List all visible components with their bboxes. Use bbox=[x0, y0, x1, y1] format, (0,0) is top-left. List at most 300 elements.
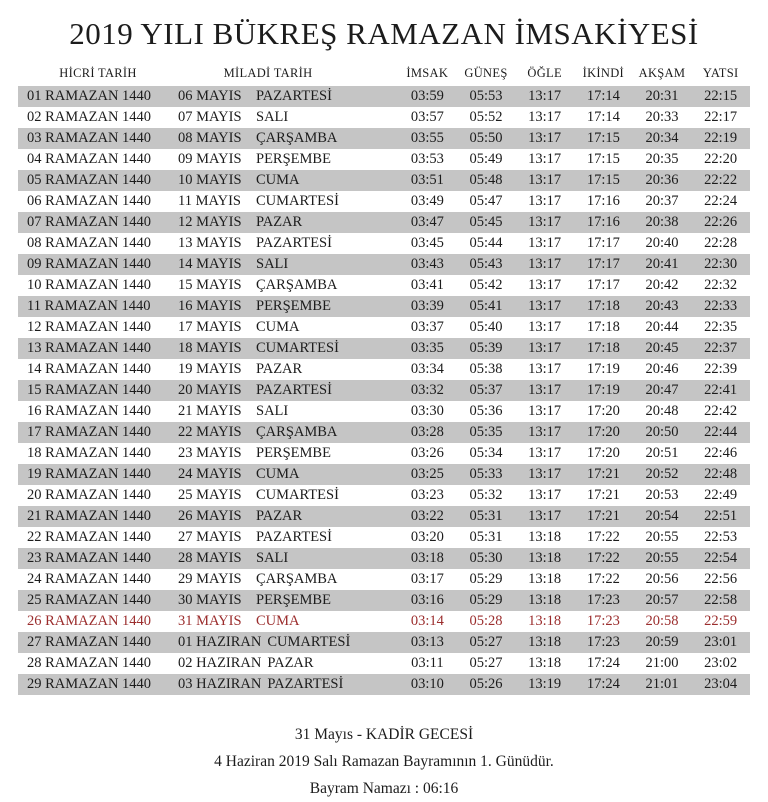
hicri-date-cell: 08 RAMAZAN 1440 bbox=[27, 235, 152, 251]
table-row bbox=[18, 674, 750, 695]
weekday-name: PAZAR bbox=[256, 361, 303, 377]
prayer-time-cell: 17:15 bbox=[586, 130, 620, 146]
prayer-time-cell: 13:17 bbox=[528, 466, 562, 482]
miladi-date-cell bbox=[178, 674, 398, 695]
prayer-time-cell: 17:18 bbox=[586, 340, 620, 356]
prayer-time-cell: 03:30 bbox=[410, 403, 444, 419]
hicri-date-cell: 03 RAMAZAN 1440 bbox=[27, 130, 152, 146]
table-row bbox=[18, 485, 750, 506]
hicri-date-cell: 27 RAMAZAN 1440 bbox=[27, 634, 152, 650]
weekday-name: PERŞEMBE bbox=[256, 592, 331, 608]
prayer-time-cell: 05:33 bbox=[469, 466, 503, 482]
weekday-name: CUMA bbox=[256, 172, 300, 188]
prayer-time-cell: 13:18 bbox=[528, 571, 562, 587]
table-row bbox=[18, 632, 750, 653]
prayer-time-cell: 20:55 bbox=[645, 550, 679, 566]
prayer-time-cell: 13:17 bbox=[528, 508, 562, 524]
prayer-time-cell: 03:17 bbox=[410, 571, 444, 587]
hicri-date-cell: 02 RAMAZAN 1440 bbox=[27, 109, 152, 125]
prayer-time-cell: 20:33 bbox=[645, 109, 679, 125]
table-row bbox=[18, 569, 750, 590]
column-header-gunes: GÜNEŞ bbox=[464, 66, 508, 80]
weekday-name: ÇARŞAMBA bbox=[256, 571, 338, 587]
miladi-date-cell bbox=[178, 254, 398, 275]
prayer-time-cell: 13:18 bbox=[528, 613, 562, 629]
table-row bbox=[18, 296, 750, 317]
prayer-time-cell: 21:01 bbox=[645, 676, 679, 692]
weekday-name: SALI bbox=[256, 550, 289, 566]
prayer-time-cell: 05:36 bbox=[469, 403, 503, 419]
prayer-time-cell: 20:53 bbox=[645, 487, 679, 503]
prayer-time-cell: 22:56 bbox=[704, 571, 738, 587]
table-row bbox=[18, 128, 750, 149]
hicri-date-cell: 07 RAMAZAN 1440 bbox=[27, 214, 152, 230]
table-row bbox=[18, 380, 750, 401]
prayer-time-cell: 20:52 bbox=[645, 466, 679, 482]
miladi-date-cell bbox=[178, 233, 398, 254]
prayer-time-cell: 22:15 bbox=[704, 88, 738, 104]
table-row bbox=[18, 464, 750, 485]
prayer-time-cell: 17:21 bbox=[586, 508, 620, 524]
prayer-time-cell: 05:49 bbox=[469, 151, 503, 167]
weekday-name: PAZARTESİ bbox=[256, 529, 332, 545]
miladi-date-cell bbox=[178, 359, 398, 380]
prayer-time-cell: 03:23 bbox=[410, 487, 444, 503]
prayer-time-cell: 20:48 bbox=[645, 403, 679, 419]
prayer-time-cell: 22:51 bbox=[704, 508, 738, 524]
table-row bbox=[18, 506, 750, 527]
prayer-time-cell: 05:37 bbox=[469, 382, 503, 398]
prayer-time-cell: 03:41 bbox=[410, 277, 444, 293]
prayer-time-cell: 05:28 bbox=[469, 613, 503, 629]
prayer-time-cell: 05:48 bbox=[469, 172, 503, 188]
prayer-time-cell: 03:22 bbox=[410, 508, 444, 524]
prayer-time-cell: 13:18 bbox=[528, 634, 562, 650]
column-header-yatsi: YATSI bbox=[702, 66, 739, 80]
prayer-time-cell: 17:18 bbox=[586, 298, 620, 314]
miladi-date-cell bbox=[178, 149, 398, 170]
prayer-time-cell: 17:23 bbox=[586, 613, 620, 629]
prayer-time-cell: 13:17 bbox=[528, 109, 562, 125]
prayer-time-cell: 03:20 bbox=[410, 529, 444, 545]
prayer-time-cell: 13:17 bbox=[528, 235, 562, 251]
prayer-time-cell: 22:17 bbox=[704, 109, 738, 125]
prayer-time-cell: 03:35 bbox=[410, 340, 444, 356]
weekday-name: PAZAR bbox=[267, 655, 314, 671]
prayer-time-cell: 05:31 bbox=[469, 508, 503, 524]
column-header-imsak: İMSAK bbox=[406, 66, 449, 80]
table-row bbox=[18, 401, 750, 422]
prayer-time-cell: 22:53 bbox=[704, 529, 738, 545]
prayer-time-cell: 13:17 bbox=[528, 382, 562, 398]
table-row bbox=[18, 359, 750, 380]
weekday-name: SALI bbox=[256, 109, 289, 125]
prayer-time-cell: 17:17 bbox=[586, 256, 620, 272]
prayer-time-cell: 03:26 bbox=[410, 445, 444, 461]
prayer-time-cell: 22:48 bbox=[704, 466, 738, 482]
gregorian-date: 23 MAYIS bbox=[178, 445, 242, 461]
prayer-time-cell: 13:18 bbox=[528, 550, 562, 566]
prayer-time-cell: 13:17 bbox=[528, 361, 562, 377]
gregorian-date: 11 MAYIS bbox=[178, 193, 241, 209]
hicri-date-cell: 06 RAMAZAN 1440 bbox=[27, 193, 152, 209]
prayer-time-cell: 22:37 bbox=[704, 340, 738, 356]
prayer-time-cell: 03:49 bbox=[410, 193, 444, 209]
table-row-highlighted bbox=[18, 611, 750, 632]
weekday-name: CUMA bbox=[256, 613, 300, 629]
prayer-time-cell: 22:24 bbox=[704, 193, 738, 209]
table-body bbox=[18, 86, 750, 695]
prayer-time-cell: 03:43 bbox=[410, 256, 444, 272]
hicri-date-cell: 19 RAMAZAN 1440 bbox=[27, 466, 152, 482]
prayer-time-cell: 17:19 bbox=[586, 361, 620, 377]
table-row bbox=[18, 443, 750, 464]
prayer-time-cell: 20:54 bbox=[645, 508, 679, 524]
weekday-name: CUMARTESİ bbox=[267, 634, 351, 650]
miladi-date-cell bbox=[178, 506, 398, 527]
hicri-date-cell: 22 RAMAZAN 1440 bbox=[27, 529, 152, 545]
gregorian-date: 13 MAYIS bbox=[178, 235, 242, 251]
gregorian-date: 28 MAYIS bbox=[178, 550, 242, 566]
prayer-time-cell: 17:18 bbox=[586, 319, 620, 335]
prayer-time-cell: 23:02 bbox=[704, 655, 738, 671]
prayer-time-cell: 05:44 bbox=[469, 235, 503, 251]
hicri-date-cell: 12 RAMAZAN 1440 bbox=[27, 319, 152, 335]
miladi-date-cell bbox=[178, 107, 398, 128]
prayer-time-cell: 20:51 bbox=[645, 445, 679, 461]
prayer-time-cell: 22:44 bbox=[704, 424, 738, 440]
gregorian-date: 08 MAYIS bbox=[178, 130, 242, 146]
column-header-miladi-tarih: MİLADİ TARİH bbox=[223, 66, 313, 80]
miladi-date-cell bbox=[178, 527, 398, 548]
miladi-date-cell bbox=[178, 590, 398, 611]
weekday-name: ÇARŞAMBA bbox=[256, 277, 338, 293]
prayer-time-cell: 22:33 bbox=[704, 298, 738, 314]
prayer-time-cell: 22:26 bbox=[704, 214, 738, 230]
miladi-date-cell bbox=[178, 653, 398, 674]
prayer-time-cell: 13:18 bbox=[528, 592, 562, 608]
prayer-time-cell: 21:00 bbox=[645, 655, 679, 671]
miladi-date-cell bbox=[178, 485, 398, 506]
table-row bbox=[18, 86, 750, 107]
gregorian-date: 30 MAYIS bbox=[178, 592, 242, 608]
hicri-date-cell: 23 RAMAZAN 1440 bbox=[27, 550, 152, 566]
prayer-time-cell: 05:39 bbox=[469, 340, 503, 356]
table-row bbox=[18, 107, 750, 128]
miladi-date-cell bbox=[178, 275, 398, 296]
prayer-time-cell: 05:45 bbox=[469, 214, 503, 230]
prayer-time-cell: 17:21 bbox=[586, 466, 620, 482]
prayer-time-cell: 13:17 bbox=[528, 298, 562, 314]
prayer-time-cell: 13:17 bbox=[528, 319, 562, 335]
gregorian-date: 02 HAZIRAN bbox=[178, 655, 262, 671]
gregorian-date: 21 MAYIS bbox=[178, 403, 242, 419]
prayer-time-cell: 20:57 bbox=[645, 592, 679, 608]
page-title: 2019 YILI BÜKREŞ RAMAZAN İMSAKİYESİ bbox=[69, 16, 699, 51]
prayer-time-cell: 17:14 bbox=[586, 109, 620, 125]
prayer-time-cell: 03:25 bbox=[410, 466, 444, 482]
prayer-time-cell: 22:49 bbox=[704, 487, 738, 503]
prayer-time-cell: 22:19 bbox=[704, 130, 738, 146]
gregorian-date: 14 MAYIS bbox=[178, 256, 242, 272]
weekday-name: CUMA bbox=[256, 319, 300, 335]
miladi-date-cell bbox=[178, 212, 398, 233]
weekday-name: PAZAR bbox=[256, 214, 303, 230]
prayer-time-cell: 20:31 bbox=[645, 88, 679, 104]
hicri-date-cell: 17 RAMAZAN 1440 bbox=[27, 424, 152, 440]
weekday-name: CUMA bbox=[256, 466, 300, 482]
prayer-time-cell: 17:24 bbox=[586, 655, 620, 671]
gregorian-date: 27 MAYIS bbox=[178, 529, 242, 545]
prayer-time-cell: 22:28 bbox=[704, 235, 738, 251]
prayer-time-cell: 20:45 bbox=[645, 340, 679, 356]
hicri-date-cell: 05 RAMAZAN 1440 bbox=[27, 172, 152, 188]
prayer-time-cell: 13:17 bbox=[528, 193, 562, 209]
prayer-time-cell: 05:38 bbox=[469, 361, 503, 377]
table-row bbox=[18, 548, 750, 569]
table-row bbox=[18, 170, 750, 191]
prayer-time-cell: 20:34 bbox=[645, 130, 679, 146]
prayer-time-cell: 05:27 bbox=[469, 655, 503, 671]
column-header-ogle: ÖĞLE bbox=[527, 66, 562, 80]
hicri-date-cell: 26 RAMAZAN 1440 bbox=[27, 613, 152, 629]
prayer-time-cell: 17:23 bbox=[586, 592, 620, 608]
table-row bbox=[18, 590, 750, 611]
prayer-time-cell: 05:32 bbox=[469, 487, 503, 503]
weekday-name: PERŞEMBE bbox=[256, 445, 331, 461]
column-header-aksam: AKŞAM bbox=[638, 66, 686, 80]
prayer-time-cell: 03:59 bbox=[410, 88, 444, 104]
prayer-time-cell: 22:42 bbox=[704, 403, 738, 419]
prayer-time-cell: 03:28 bbox=[410, 424, 444, 440]
prayer-time-cell: 17:15 bbox=[586, 172, 620, 188]
footer-bayram-day-note: 4 Haziran 2019 Salı Ramazan Bayramının 1. Günüdür. bbox=[214, 753, 554, 770]
prayer-time-cell: 22:59 bbox=[704, 613, 738, 629]
gregorian-date: 15 MAYIS bbox=[178, 277, 242, 293]
prayer-time-cell: 03:13 bbox=[410, 634, 444, 650]
miladi-date-cell bbox=[178, 170, 398, 191]
prayer-time-cell: 23:04 bbox=[704, 676, 738, 692]
weekday-name: PAZARTESİ bbox=[267, 676, 344, 692]
miladi-date-cell bbox=[178, 338, 398, 359]
prayer-time-cell: 20:55 bbox=[645, 529, 679, 545]
prayer-time-cell: 13:17 bbox=[528, 487, 562, 503]
miladi-date-cell bbox=[178, 380, 398, 401]
weekday-name: CUMARTESİ bbox=[256, 193, 339, 209]
prayer-time-cell: 03:16 bbox=[410, 592, 444, 608]
table-row bbox=[18, 317, 750, 338]
gregorian-date: 07 MAYIS bbox=[178, 109, 242, 125]
miladi-date-cell bbox=[178, 191, 398, 212]
gregorian-date: 09 MAYIS bbox=[178, 151, 242, 167]
miladi-date-cell bbox=[178, 317, 398, 338]
prayer-time-cell: 17:16 bbox=[586, 214, 620, 230]
column-header-hicri-tarih: HİCRİ TARİH bbox=[59, 66, 137, 80]
prayer-time-cell: 17:20 bbox=[586, 403, 620, 419]
prayer-time-cell: 13:17 bbox=[528, 172, 562, 188]
gregorian-date: 17 MAYIS bbox=[178, 319, 242, 335]
prayer-time-cell: 13:17 bbox=[528, 277, 562, 293]
miladi-date-cell bbox=[178, 128, 398, 149]
prayer-time-cell: 13:17 bbox=[528, 130, 562, 146]
prayer-time-cell: 05:29 bbox=[469, 571, 503, 587]
table-row bbox=[18, 653, 750, 674]
prayer-time-cell: 05:47 bbox=[469, 193, 503, 209]
table-row bbox=[18, 254, 750, 275]
gregorian-date: 31 MAYIS bbox=[178, 613, 242, 629]
gregorian-date: 22 MAYIS bbox=[178, 424, 242, 440]
table-row bbox=[18, 212, 750, 233]
miladi-date-cell bbox=[178, 86, 398, 107]
footer-notes bbox=[18, 721, 750, 802]
prayer-time-cell: 05:50 bbox=[469, 130, 503, 146]
hicri-date-cell: 14 RAMAZAN 1440 bbox=[27, 361, 152, 377]
prayer-time-cell: 03:53 bbox=[410, 151, 444, 167]
hicri-date-cell: 21 RAMAZAN 1440 bbox=[27, 508, 152, 524]
prayer-time-cell: 20:50 bbox=[645, 424, 679, 440]
gregorian-date: 24 MAYIS bbox=[178, 466, 242, 482]
prayer-time-cell: 13:17 bbox=[528, 256, 562, 272]
prayer-time-cell: 20:56 bbox=[645, 571, 679, 587]
footer-bayram-namazi-note: Bayram Namazı : 06:16 bbox=[309, 780, 459, 797]
gregorian-date: 01 HAZIRAN bbox=[178, 634, 262, 650]
miladi-date-cell bbox=[178, 548, 398, 569]
footer-kadir-gecesi-note: 31 Mayıs - KADİR GECESİ bbox=[294, 726, 474, 743]
hicri-date-cell: 16 RAMAZAN 1440 bbox=[27, 403, 152, 419]
prayer-time-cell: 03:57 bbox=[410, 109, 444, 125]
miladi-date-cell bbox=[178, 296, 398, 317]
prayer-time-cell: 13:18 bbox=[528, 529, 562, 545]
hicri-date-cell: 10 RAMAZAN 1440 bbox=[27, 277, 152, 293]
prayer-time-cell: 13:19 bbox=[528, 676, 562, 692]
prayer-time-cell: 17:19 bbox=[586, 382, 620, 398]
table-row bbox=[18, 275, 750, 296]
miladi-date-cell bbox=[178, 443, 398, 464]
miladi-date-cell bbox=[178, 611, 398, 632]
hicri-date-cell: 01 RAMAZAN 1440 bbox=[27, 88, 152, 104]
hicri-date-cell: 15 RAMAZAN 1440 bbox=[27, 382, 152, 398]
prayer-time-cell: 05:34 bbox=[469, 445, 503, 461]
prayer-time-cell: 05:27 bbox=[469, 634, 503, 650]
prayer-time-cell: 17:24 bbox=[586, 676, 620, 692]
prayer-time-cell: 17:15 bbox=[586, 151, 620, 167]
gregorian-date: 25 MAYIS bbox=[178, 487, 242, 503]
gregorian-date: 12 MAYIS bbox=[178, 214, 242, 230]
table-row bbox=[18, 191, 750, 212]
prayer-time-cell: 03:55 bbox=[410, 130, 444, 146]
prayer-time-cell: 20:41 bbox=[645, 256, 679, 272]
miladi-date-cell bbox=[178, 632, 398, 653]
prayer-time-cell: 17:20 bbox=[586, 445, 620, 461]
prayer-time-cell: 03:51 bbox=[410, 172, 444, 188]
prayer-time-cell: 03:34 bbox=[410, 361, 444, 377]
column-header-ikindi: İKİNDİ bbox=[582, 66, 625, 80]
gregorian-date: 20 MAYIS bbox=[178, 382, 242, 398]
gregorian-date: 10 MAYIS bbox=[178, 172, 242, 188]
prayer-time-cell: 20:58 bbox=[645, 613, 679, 629]
table-row bbox=[18, 233, 750, 254]
prayer-time-cell: 20:42 bbox=[645, 277, 679, 293]
hicri-date-cell: 18 RAMAZAN 1440 bbox=[27, 445, 152, 461]
prayer-time-cell: 20:38 bbox=[645, 214, 679, 230]
weekday-name: CUMARTESİ bbox=[256, 340, 339, 356]
prayer-time-cell: 13:17 bbox=[528, 214, 562, 230]
prayer-time-cell: 03:39 bbox=[410, 298, 444, 314]
prayer-time-cell: 13:17 bbox=[528, 424, 562, 440]
gregorian-date: 16 MAYIS bbox=[178, 298, 242, 314]
imsakiye-page bbox=[18, 0, 750, 802]
hicri-date-cell: 20 RAMAZAN 1440 bbox=[27, 487, 152, 503]
prayer-time-cell: 22:22 bbox=[704, 172, 738, 188]
prayer-time-cell: 05:40 bbox=[469, 319, 503, 335]
prayer-time-cell: 13:18 bbox=[528, 655, 562, 671]
prayer-time-cell: 13:17 bbox=[528, 88, 562, 104]
prayer-time-cell: 03:45 bbox=[410, 235, 444, 251]
weekday-name: PERŞEMBE bbox=[256, 298, 331, 314]
miladi-date-cell bbox=[178, 422, 398, 443]
prayer-time-cell: 22:39 bbox=[704, 361, 738, 377]
prayer-time-cell: 03:10 bbox=[410, 676, 444, 692]
hicri-date-cell: 09 RAMAZAN 1440 bbox=[27, 256, 152, 272]
gregorian-date: 19 MAYIS bbox=[178, 361, 242, 377]
gregorian-date: 29 MAYIS bbox=[178, 571, 242, 587]
weekday-name: SALI bbox=[256, 256, 289, 272]
prayer-time-cell: 17:20 bbox=[586, 424, 620, 440]
prayer-time-cell: 22:32 bbox=[704, 277, 738, 293]
prayer-time-cell: 17:22 bbox=[586, 550, 620, 566]
table-header-row bbox=[18, 66, 750, 81]
weekday-name: ÇARŞAMBA bbox=[256, 424, 338, 440]
miladi-date-cell bbox=[178, 569, 398, 590]
prayer-time-cell: 17:22 bbox=[586, 529, 620, 545]
prayer-time-cell: 17:22 bbox=[586, 571, 620, 587]
prayer-time-cell: 05:26 bbox=[469, 676, 503, 692]
prayer-time-cell: 23:01 bbox=[704, 634, 738, 650]
weekday-name: ÇARŞAMBA bbox=[256, 130, 338, 146]
prayer-time-cell: 17:21 bbox=[586, 487, 620, 503]
prayer-time-cell: 05:29 bbox=[469, 592, 503, 608]
prayer-time-cell: 22:30 bbox=[704, 256, 738, 272]
prayer-time-cell: 20:46 bbox=[645, 361, 679, 377]
prayer-time-cell: 22:35 bbox=[704, 319, 738, 335]
miladi-date-cell bbox=[178, 401, 398, 422]
prayer-time-cell: 20:36 bbox=[645, 172, 679, 188]
hicri-date-cell: 11 RAMAZAN 1440 bbox=[27, 298, 151, 314]
prayer-time-cell: 22:54 bbox=[704, 550, 738, 566]
prayer-time-cell: 05:42 bbox=[469, 277, 503, 293]
prayer-time-cell: 17:16 bbox=[586, 193, 620, 209]
weekday-name: PAZARTESİ bbox=[256, 235, 332, 251]
prayer-time-cell: 20:47 bbox=[645, 382, 679, 398]
prayer-time-cell: 20:43 bbox=[645, 298, 679, 314]
prayer-time-cell: 05:35 bbox=[469, 424, 503, 440]
prayer-time-cell: 22:20 bbox=[704, 151, 738, 167]
prayer-time-cell: 05:30 bbox=[469, 550, 503, 566]
prayer-time-cell: 20:44 bbox=[645, 319, 679, 335]
table-row bbox=[18, 149, 750, 170]
prayer-time-cell: 05:43 bbox=[469, 256, 503, 272]
hicri-date-cell: 29 RAMAZAN 1440 bbox=[27, 676, 152, 692]
prayer-time-cell: 03:18 bbox=[410, 550, 444, 566]
hicri-date-cell: 04 RAMAZAN 1440 bbox=[27, 151, 152, 167]
prayer-time-cell: 22:46 bbox=[704, 445, 738, 461]
prayer-time-cell: 05:53 bbox=[469, 88, 503, 104]
prayer-time-cell: 20:59 bbox=[645, 634, 679, 650]
prayer-time-cell: 13:17 bbox=[528, 403, 562, 419]
weekday-name: SALI bbox=[256, 403, 289, 419]
prayer-time-cell: 03:11 bbox=[411, 655, 444, 671]
weekday-name: PAZAR bbox=[256, 508, 303, 524]
